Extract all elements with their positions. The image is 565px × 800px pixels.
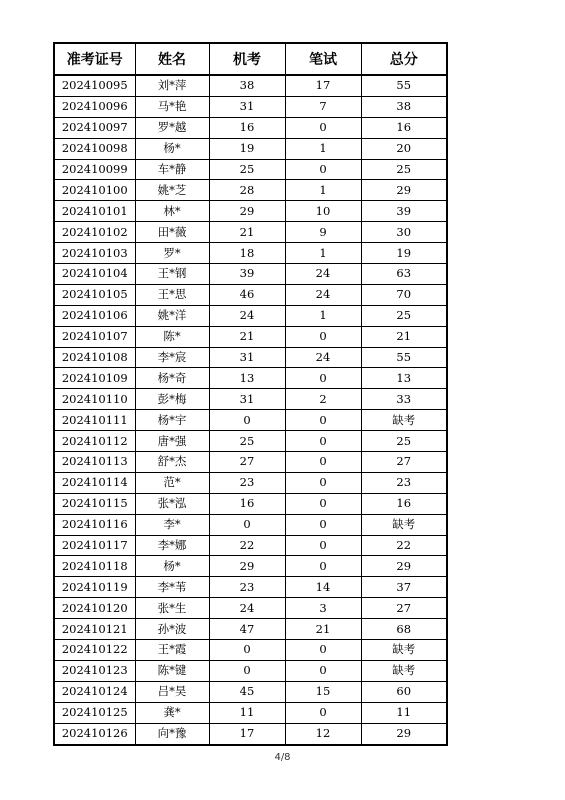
exam-id-cell: 202410119	[54, 577, 135, 598]
table-row	[54, 305, 447, 326]
written-test-cell: 0	[285, 117, 361, 138]
table-row	[54, 96, 447, 117]
exam-id-cell: 202410103	[54, 243, 135, 264]
written-test-cell: 0	[285, 431, 361, 452]
exam-id-cell: 202410117	[54, 535, 135, 556]
name-cell: 范*	[135, 472, 209, 493]
computer-test-cell: 29	[209, 556, 285, 577]
table-row	[54, 222, 447, 243]
table-row	[54, 598, 447, 619]
exam-id-cell: 202410099	[54, 159, 135, 180]
exam-id-cell: 202410095	[54, 75, 135, 96]
table-row	[54, 138, 447, 159]
computer-test-cell: 27	[209, 452, 285, 473]
name-cell: 陈*键	[135, 660, 209, 681]
table-row	[54, 410, 447, 431]
computer-test-cell: 29	[209, 201, 285, 222]
total-score-cell: 11	[361, 702, 447, 723]
written-test-cell: 0	[285, 556, 361, 577]
computer-test-cell: 0	[209, 660, 285, 681]
exam-id-cell: 202410106	[54, 305, 135, 326]
total-score-cell: 33	[361, 389, 447, 410]
name-cell: 彭*梅	[135, 389, 209, 410]
written-test-cell: 0	[285, 452, 361, 473]
written-test-cell: 24	[285, 284, 361, 305]
exam-id-cell: 202410122	[54, 640, 135, 661]
total-score-cell: 22	[361, 535, 447, 556]
header-written-test: 笔试	[285, 43, 361, 75]
computer-test-cell: 31	[209, 96, 285, 117]
name-cell: 王*霞	[135, 640, 209, 661]
written-test-cell: 0	[285, 535, 361, 556]
total-score-cell: 27	[361, 598, 447, 619]
exam-id-cell: 202410105	[54, 284, 135, 305]
table-row	[54, 180, 447, 201]
written-test-cell: 0	[285, 472, 361, 493]
computer-test-cell: 11	[209, 702, 285, 723]
written-test-cell: 1	[285, 305, 361, 326]
name-cell: 杨*	[135, 138, 209, 159]
total-score-cell: 27	[361, 452, 447, 473]
exam-id-cell: 202410107	[54, 326, 135, 347]
exam-id-cell: 202410113	[54, 452, 135, 473]
written-test-cell: 0	[285, 159, 361, 180]
table-row	[54, 75, 447, 96]
total-score-cell: 19	[361, 243, 447, 264]
name-cell: 唐*强	[135, 431, 209, 452]
computer-test-cell: 46	[209, 284, 285, 305]
exam-id-cell: 202410108	[54, 347, 135, 368]
total-score-cell: 60	[361, 681, 447, 702]
exam-id-cell: 202410112	[54, 431, 135, 452]
written-test-cell: 17	[285, 75, 361, 96]
computer-test-cell: 23	[209, 472, 285, 493]
header-total-score: 总分	[361, 43, 447, 75]
table-row	[54, 326, 447, 347]
written-test-cell: 0	[285, 660, 361, 681]
written-test-cell: 0	[285, 702, 361, 723]
table-row	[54, 619, 447, 640]
written-test-cell: 24	[285, 347, 361, 368]
written-test-cell: 0	[285, 326, 361, 347]
computer-test-cell: 16	[209, 117, 285, 138]
table-row	[54, 681, 447, 702]
name-cell: 车*静	[135, 159, 209, 180]
computer-test-cell: 28	[209, 180, 285, 201]
total-score-cell: 70	[361, 284, 447, 305]
header-name: 姓名	[135, 43, 209, 75]
table-row	[54, 640, 447, 661]
page-number: 4/8	[274, 752, 291, 763]
written-test-cell: 2	[285, 389, 361, 410]
computer-test-cell: 38	[209, 75, 285, 96]
total-score-cell: 30	[361, 222, 447, 243]
computer-test-cell: 45	[209, 681, 285, 702]
total-score-cell: 37	[361, 577, 447, 598]
computer-test-cell: 0	[209, 410, 285, 431]
total-score-cell: 20	[361, 138, 447, 159]
table-body	[54, 75, 447, 745]
table-row	[54, 117, 447, 138]
exam-id-cell: 202410101	[54, 201, 135, 222]
table-row	[54, 535, 447, 556]
exam-id-cell: 202410124	[54, 681, 135, 702]
total-score-cell: 39	[361, 201, 447, 222]
total-score-cell: 55	[361, 347, 447, 368]
table-row	[54, 577, 447, 598]
name-cell: 李*苇	[135, 577, 209, 598]
table-row	[54, 702, 447, 723]
exam-id-cell: 202410118	[54, 556, 135, 577]
exam-id-cell: 202410109	[54, 368, 135, 389]
exam-id-cell: 202410121	[54, 619, 135, 640]
total-score-cell: 63	[361, 264, 447, 285]
exam-id-cell: 202410102	[54, 222, 135, 243]
name-cell: 李*	[135, 514, 209, 535]
name-cell: 陈*	[135, 326, 209, 347]
computer-test-cell: 25	[209, 431, 285, 452]
written-test-cell: 0	[285, 410, 361, 431]
written-test-cell: 0	[285, 493, 361, 514]
total-score-cell: 55	[361, 75, 447, 96]
computer-test-cell: 0	[209, 640, 285, 661]
total-score-cell: 缺考	[361, 660, 447, 681]
name-cell: 龚*	[135, 702, 209, 723]
written-test-cell: 21	[285, 619, 361, 640]
name-cell: 向*豫	[135, 723, 209, 744]
computer-test-cell: 22	[209, 535, 285, 556]
computer-test-cell: 47	[209, 619, 285, 640]
total-score-cell: 21	[361, 326, 447, 347]
total-score-cell: 29	[361, 723, 447, 744]
exam-id-cell: 202410104	[54, 264, 135, 285]
written-test-cell: 0	[285, 640, 361, 661]
name-cell: 姚*洋	[135, 305, 209, 326]
header-row	[54, 43, 447, 75]
name-cell: 姚*芝	[135, 180, 209, 201]
table-row	[54, 556, 447, 577]
total-score-cell: 23	[361, 472, 447, 493]
total-score-cell: 缺考	[361, 514, 447, 535]
total-score-cell: 25	[361, 431, 447, 452]
table-row	[54, 368, 447, 389]
name-cell: 杨*	[135, 556, 209, 577]
table-row	[54, 264, 447, 285]
table-row	[54, 389, 447, 410]
exam-id-cell: 202410120	[54, 598, 135, 619]
exam-id-cell: 202410100	[54, 180, 135, 201]
computer-test-cell: 24	[209, 305, 285, 326]
exam-id-cell: 202410098	[54, 138, 135, 159]
exam-id-cell: 202410123	[54, 660, 135, 681]
name-cell: 李*宸	[135, 347, 209, 368]
computer-test-cell: 16	[209, 493, 285, 514]
table-row	[54, 514, 447, 535]
total-score-cell: 25	[361, 159, 447, 180]
total-score-cell: 68	[361, 619, 447, 640]
written-test-cell: 3	[285, 598, 361, 619]
name-cell: 张*泓	[135, 493, 209, 514]
name-cell: 王*钢	[135, 264, 209, 285]
name-cell: 李*娜	[135, 535, 209, 556]
written-test-cell: 0	[285, 514, 361, 535]
exam-id-cell: 202410115	[54, 493, 135, 514]
table-row	[54, 159, 447, 180]
name-cell: 马*艳	[135, 96, 209, 117]
table-row	[54, 243, 447, 264]
total-score-cell: 缺考	[361, 410, 447, 431]
name-cell: 吕*昊	[135, 681, 209, 702]
table-row	[54, 723, 447, 744]
computer-test-cell: 21	[209, 326, 285, 347]
written-test-cell: 9	[285, 222, 361, 243]
name-cell: 张*生	[135, 598, 209, 619]
computer-test-cell: 31	[209, 389, 285, 410]
name-cell: 舒*杰	[135, 452, 209, 473]
name-cell: 林*	[135, 201, 209, 222]
total-score-cell: 13	[361, 368, 447, 389]
written-test-cell: 7	[285, 96, 361, 117]
score-table	[53, 42, 448, 746]
exam-id-cell: 202410096	[54, 96, 135, 117]
exam-id-cell: 202410126	[54, 723, 135, 744]
header-exam-id: 准考证号	[54, 43, 135, 75]
computer-test-cell: 13	[209, 368, 285, 389]
written-test-cell: 24	[285, 264, 361, 285]
exam-id-cell: 202410097	[54, 117, 135, 138]
name-cell: 杨*宇	[135, 410, 209, 431]
exam-id-cell: 202410111	[54, 410, 135, 431]
computer-test-cell: 19	[209, 138, 285, 159]
computer-test-cell: 31	[209, 347, 285, 368]
exam-id-cell: 202410125	[54, 702, 135, 723]
written-test-cell: 12	[285, 723, 361, 744]
total-score-cell: 缺考	[361, 640, 447, 661]
table-row	[54, 472, 447, 493]
exam-id-cell: 202410116	[54, 514, 135, 535]
table-row	[54, 201, 447, 222]
table-row	[54, 347, 447, 368]
written-test-cell: 1	[285, 243, 361, 264]
total-score-cell: 25	[361, 305, 447, 326]
table-header	[54, 43, 447, 75]
header-computer-test: 机考	[209, 43, 285, 75]
total-score-cell: 16	[361, 117, 447, 138]
computer-test-cell: 21	[209, 222, 285, 243]
name-cell: 罗*	[135, 243, 209, 264]
written-test-cell: 14	[285, 577, 361, 598]
exam-id-cell: 202410110	[54, 389, 135, 410]
computer-test-cell: 39	[209, 264, 285, 285]
name-cell: 王*思	[135, 284, 209, 305]
table-row	[54, 452, 447, 473]
table-row	[54, 493, 447, 514]
table-row	[54, 660, 447, 681]
name-cell: 刘*萍	[135, 75, 209, 96]
total-score-cell: 29	[361, 180, 447, 201]
total-score-cell: 38	[361, 96, 447, 117]
table-row	[54, 284, 447, 305]
table-row	[54, 431, 447, 452]
written-test-cell: 15	[285, 681, 361, 702]
computer-test-cell: 17	[209, 723, 285, 744]
total-score-cell: 29	[361, 556, 447, 577]
computer-test-cell: 0	[209, 514, 285, 535]
name-cell: 田*薇	[135, 222, 209, 243]
computer-test-cell: 23	[209, 577, 285, 598]
name-cell: 孙*波	[135, 619, 209, 640]
written-test-cell: 10	[285, 201, 361, 222]
name-cell: 罗*越	[135, 117, 209, 138]
name-cell: 杨*奇	[135, 368, 209, 389]
computer-test-cell: 24	[209, 598, 285, 619]
computer-test-cell: 25	[209, 159, 285, 180]
written-test-cell: 0	[285, 368, 361, 389]
written-test-cell: 1	[285, 138, 361, 159]
total-score-cell: 16	[361, 493, 447, 514]
exam-id-cell: 202410114	[54, 472, 135, 493]
written-test-cell: 1	[285, 180, 361, 201]
computer-test-cell: 18	[209, 243, 285, 264]
